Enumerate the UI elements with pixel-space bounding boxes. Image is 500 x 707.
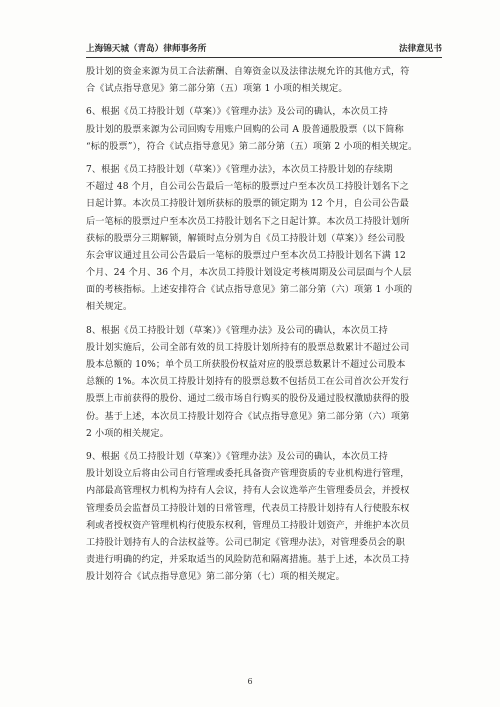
text-line: “标的股票”），符合《试点指导意见》第二部分第（五）项第 2 小项的相关规定。: [86, 141, 418, 152]
text-line: 股计划实施后，公司全部有效的员工持股计划所持有的股票总数累计不超过公司: [86, 342, 410, 353]
text-line: 9、根据《员工持股计划（草案）》《管理办法》及公司的确认，本次员工持: [86, 451, 388, 462]
text-line: 股计划设立后将由公司自行管理或委托具备资产管理资质的专业机构进行管理，: [86, 469, 410, 480]
page-number: 6: [247, 677, 253, 686]
text-line: 工持股计划持有人的合法权益等。公司已制定《管理办法》，对管理委员会的职: [86, 537, 405, 548]
paragraph: [86, 104, 442, 156]
text-line: 利或者授权资产管理机构行使股东权利，管理员工持股计划资产，并维护本次员: [86, 520, 410, 531]
text-line: 份。基于上述，本次员工持股计划符合《试点指导意见》第二部分第（六）项第: [86, 411, 410, 422]
document-type: 法律意见书: [399, 44, 442, 54]
text-line: 6、根据《员工持股计划（草案）》《管理办法》及公司的确认，本次员工持: [86, 107, 388, 118]
text-line: 合《试点指导意见》第二部分第（五）项第 1 小项的相关规定。: [86, 84, 348, 95]
text-line: 责进行明确的约定，并采取适当的风险防范和隔离措施。基于上述，本次员工持: [86, 555, 410, 566]
text-line: 股计划符合《试点指导意见》第二部分第（七）项的相关规定。: [86, 572, 345, 583]
paragraph: [86, 64, 442, 98]
page-header: [86, 40, 442, 56]
paragraph: [86, 162, 442, 317]
text-line: 获标的股票分三期解锁，解锁时点分别为自《员工持股计划（草案）》经公司股: [86, 233, 405, 244]
paragraph: [86, 323, 442, 443]
text-line: 面的考核指标。上述安排符合《试点指导意见》第二部分第（六）项第 1 小项的: [86, 285, 413, 296]
text-line: 东会审议通过且公司公告最后一笔标的股票过户至本次员工持股计划名下满 12: [86, 250, 406, 261]
text-line: 股计划的资金来源为员工合法薪酬、自筹资金以及法律法规允许的其他方式，符: [86, 67, 410, 77]
document-body: [86, 64, 442, 586]
text-line: 相关规定。: [86, 302, 133, 313]
text-line: 总额的 1%。本次员工持股计划持有的股票总数不包括员工在公司首次公开发行: [86, 377, 409, 388]
text-line: 不超过 48 个月，自公司公告最后一笔标的股票过户至本次员工持股计划名下之: [86, 182, 409, 193]
text-line: 管理委员会监督员工持股计划的日常管理，代表员工持股计划持有人行使股东权: [86, 503, 410, 514]
text-line: 2 小项的相关规定。: [86, 428, 169, 439]
law-firm-name: 上海锦天城（青岛）律师事务所: [86, 44, 207, 54]
text-line: 股票上市前获得的股份、通过二级市场自行购买的股份及通过股权激励获得的股: [86, 394, 410, 405]
text-line: 股计划的股票来源为公司回购专用账户回购的公司 A 股普通股股票（以下简称: [86, 124, 404, 135]
text-line: 内部最高管理权力机构为持有人会议，持有人会议选举产生管理委员会，并授权: [86, 486, 410, 497]
text-line: 7、根据《员工持股计划（草案）》《管理办法》，本次员工持股计划的存续期: [86, 164, 393, 175]
header-divider: [86, 57, 442, 58]
text-line: 日起计算。本次员工持股计划所获标的股票的锁定期为 12 个月，自公司公告最: [86, 199, 409, 210]
text-line: 后一笔标的股票过户至本次员工持股计划名下之日起计算。本次员工持股计划所: [86, 216, 410, 227]
text-line: 个月、24 个月、36 个月，本次员工持股计划设定考核周期及公司层面与个人层: [86, 268, 412, 279]
text-line: 股本总额的 10%；单个员工所获股份权益对应的股票总数累计不超过公司股本: [86, 360, 406, 370]
paragraph: [86, 449, 442, 587]
text-line: 8、根据《员工持股计划（草案）》《管理办法》及公司的确认，本次员工持: [86, 325, 388, 336]
